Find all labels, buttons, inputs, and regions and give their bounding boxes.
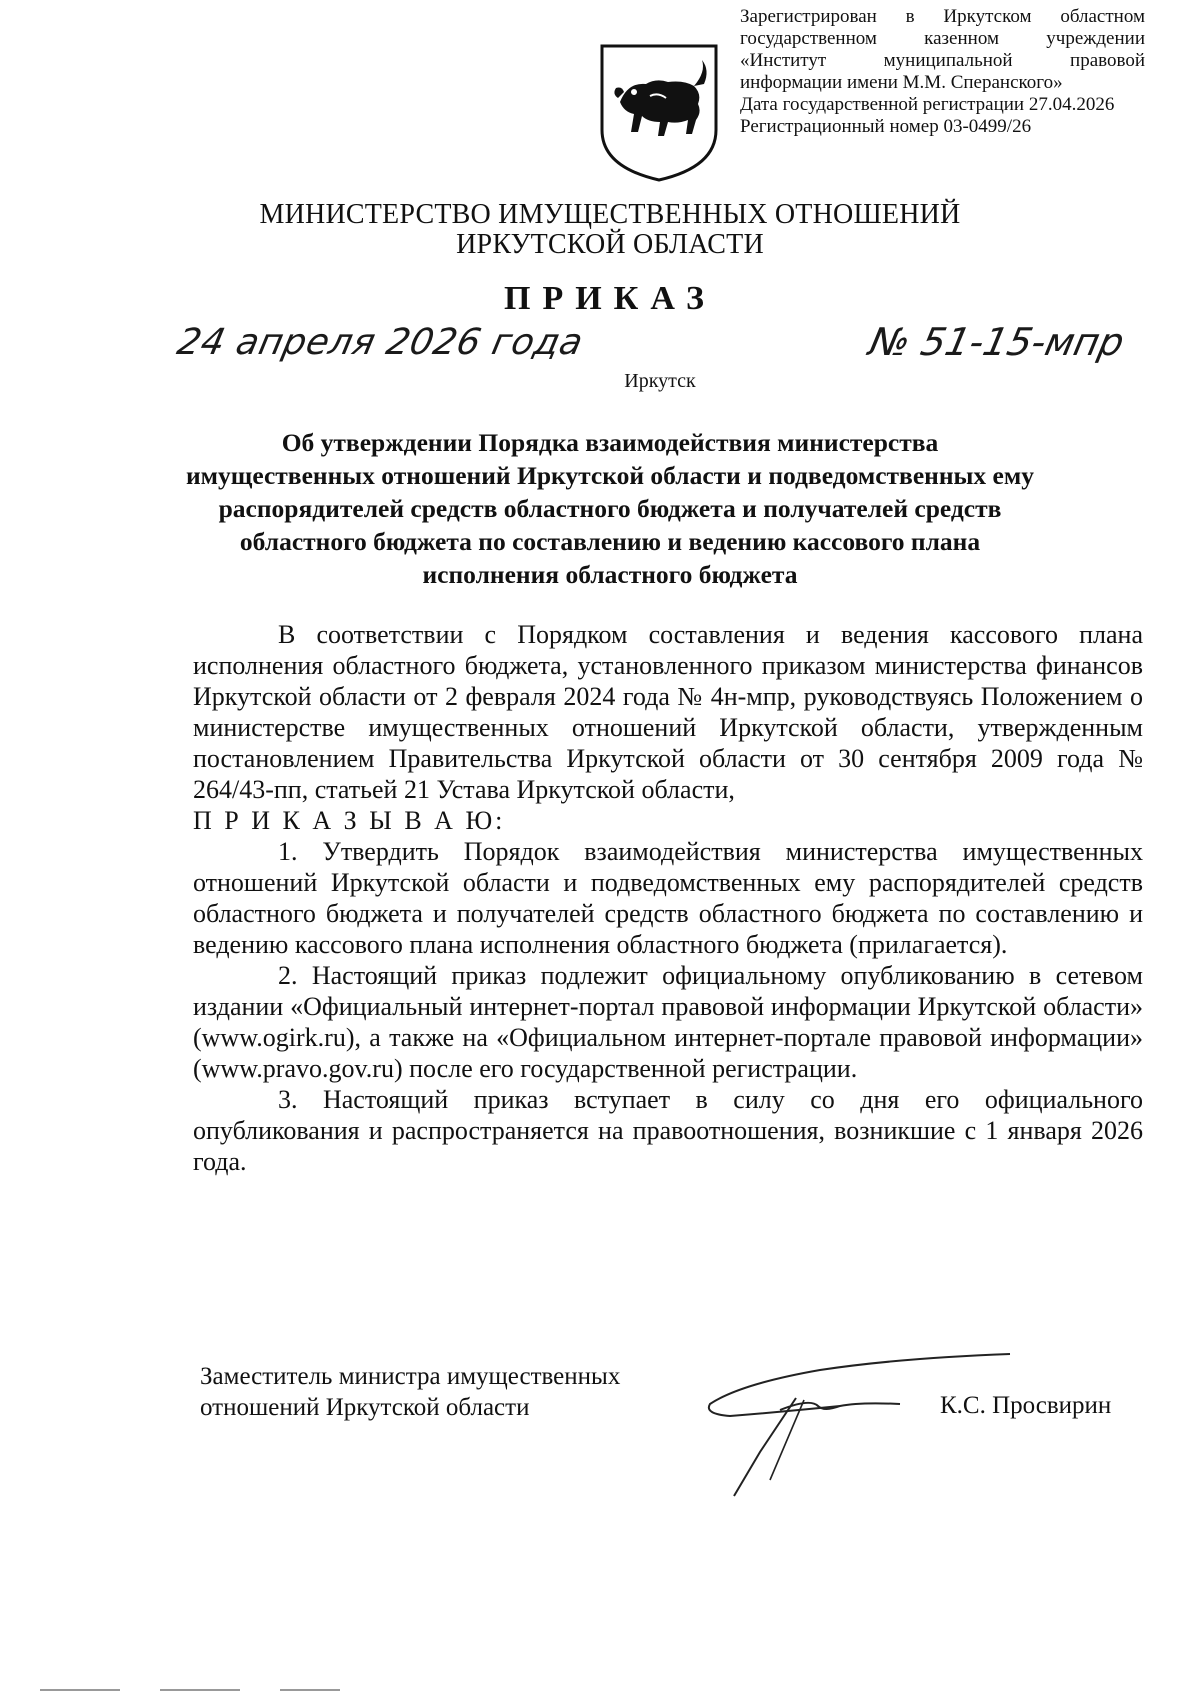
registration-line: «Институт муниципальной правовой bbox=[740, 50, 1145, 71]
registration-line: информации имени М.М. Сперанского» bbox=[740, 72, 1063, 93]
coat-of-arms-emblem bbox=[598, 42, 720, 184]
ministry-name-line: ИРКУТСКОЙ ОБЛАСТИ bbox=[456, 229, 764, 260]
heading-line: исполнения областного бюджета bbox=[422, 560, 798, 589]
heading-line: имущественных отношений Иркутской области и подведомственных ему bbox=[185, 461, 1034, 490]
handwritten-signature bbox=[700, 1340, 1030, 1500]
handwritten-number: № 51-15-мпр bbox=[865, 320, 1129, 364]
registration-line: государственном казенном учреждении bbox=[740, 28, 1145, 49]
handwritten-date: 24 апреля 2026 года bbox=[173, 322, 587, 363]
heading-line: распорядителей средств областного бюджета и получателей средств bbox=[218, 494, 1002, 523]
city-label: Иркутск bbox=[624, 370, 696, 392]
ministry-name bbox=[200, 200, 1020, 260]
signatory-role-line: отношений Иркутской области bbox=[200, 1394, 530, 1421]
footer-divider bbox=[40, 1678, 360, 1680]
order-item-2: 2. Настоящий приказ подлежит официальному опубликованию в сетевом издании «Официальный интернет-портал правовой информации Иркутской области» (www.ogirk.ru), а также на «Официальном интернет-портале правовой информации» (www.pravo.gov.ru) после его государственной регистрации. bbox=[193, 961, 1143, 1083]
order-item-1: 1. Утвердить Порядок взаимодействия министерства имущественных отношений Иркутской области и подведомственных ему распорядителей средств областного бюджета и получателей средств областного бюджета по составлению и ведению кассового плана исполнения областного бюджета (прилагается). bbox=[193, 837, 1143, 959]
order-keyword: П Р И К А З Ы В А Ю: bbox=[193, 806, 506, 835]
registration-line: Зарегистрирован в Иркутском областном bbox=[740, 6, 1145, 27]
heading-line: Об утверждении Порядка взаимодействия министерства bbox=[281, 428, 939, 457]
document-type-title: ПРИКАЗ bbox=[504, 280, 716, 317]
order-heading bbox=[170, 426, 1050, 591]
registration-number: Регистрационный номер 03-0499/26 bbox=[740, 116, 1032, 137]
order-body bbox=[193, 619, 1143, 1177]
registration-stamp bbox=[740, 6, 1145, 138]
registration-date: Дата государственной регистрации 27.04.2026 bbox=[740, 94, 1115, 115]
order-item-3: 3. Настоящий приказ вступает в силу со дня его официального опубликования и распространяется на правоотношения, возникшие с 1 января 2026 года. bbox=[193, 1085, 1143, 1176]
signatory-role bbox=[200, 1361, 680, 1423]
preamble-paragraph: В соответствии с Порядком составления и ведения кассового плана исполнения областного бюджета, установленного приказом министерства финансов Иркутской области от 2 февраля 2024 года № 4н-мпр, руководствуясь Положением о министерстве имущественных отношений Иркутской области, утвержденным постановлением Правительства Иркутской области от 30 сентября 2009 года № 264/43-пп, статьей 21 Устава Иркутской области, bbox=[193, 620, 1143, 804]
signatory-role-line: Заместитель министра имущественных bbox=[200, 1363, 621, 1390]
signatory-name: К.С. Просвирин bbox=[940, 1392, 1112, 1419]
ministry-name-line: МИНИСТЕРСТВО ИМУЩЕСТВЕННЫХ ОТНОШЕНИЙ bbox=[259, 199, 961, 230]
heading-line: областного бюджета по составлению и ведению кассового плана bbox=[239, 527, 981, 556]
